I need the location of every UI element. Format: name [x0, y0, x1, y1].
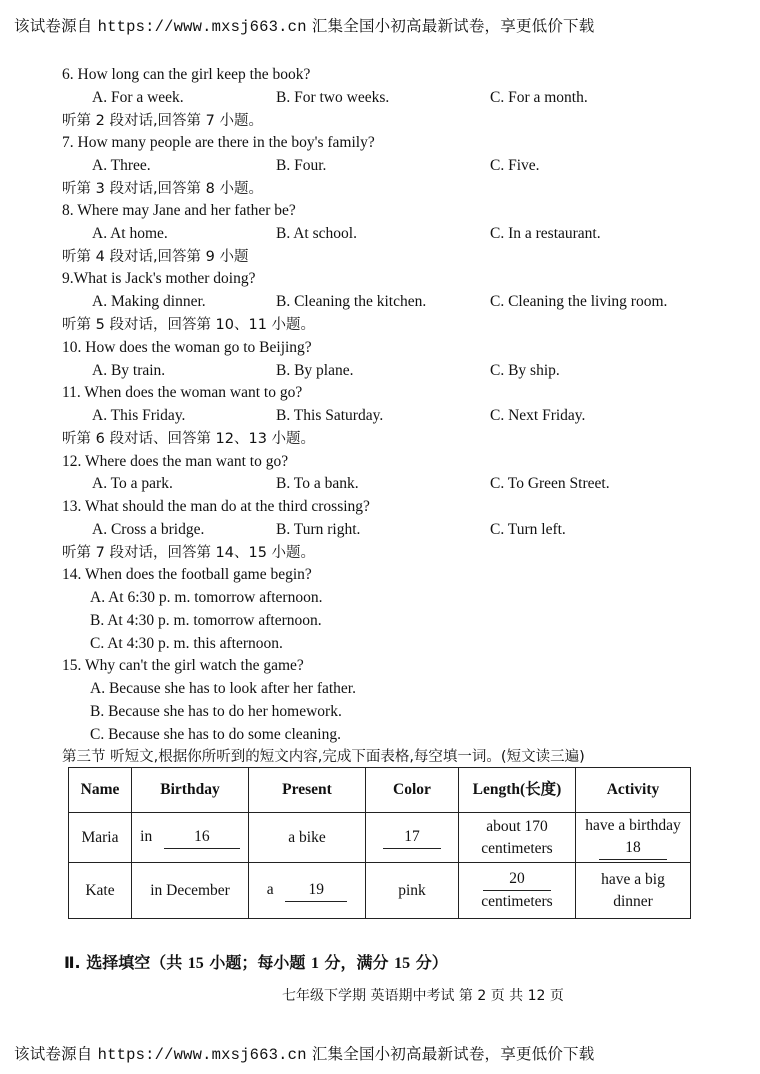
q15-option-a: A. Because she has to look after her father.	[90, 680, 356, 697]
cell-present: a bike	[249, 813, 366, 863]
question-10: 10. How does the woman go to Beijing?	[62, 339, 312, 356]
q12-option-c: C. To Green Street.	[490, 475, 610, 492]
question-11: 11. When does the woman want to go?	[62, 384, 303, 401]
cell-color	[366, 813, 459, 863]
q7-option-b: B. Four.	[276, 157, 327, 174]
q9-option-b: B. Cleaning the kitchen.	[276, 293, 427, 310]
table-header-row	[69, 768, 691, 813]
header-birthday: Birthday	[132, 768, 249, 813]
cell-birthday: in 16	[132, 813, 249, 863]
q7-option-c: C. Five.	[490, 157, 540, 174]
q8-option-a: A. At home.	[92, 225, 168, 242]
cell-name: Maria	[69, 813, 132, 863]
header-activity: Activity	[576, 768, 691, 813]
q13-option-c: C. Turn left.	[490, 521, 566, 538]
blank-19[interactable]: 19	[285, 879, 347, 902]
q6-option-a: A. For a week.	[92, 89, 184, 106]
question-7: 7. How many people are there in the boy's family?	[62, 134, 375, 151]
instruction-dialog-6: 听第 6 段对话、回答第 12、13 小题。	[62, 431, 316, 447]
question-14: 14. When does the football game begin?	[62, 566, 312, 583]
q8-option-c: C. In a restaurant.	[490, 225, 601, 242]
cell-birthday: in December	[132, 863, 249, 919]
instruction-dialog-4: 听第 4 段对话,回答第 9 小题	[62, 249, 249, 265]
blank-17[interactable]: 17	[383, 826, 441, 849]
q8-option-b: B. At school.	[276, 225, 357, 242]
instruction-dialog-7: 听第 7 段对话，回答第 14、15 小题。	[62, 545, 316, 561]
q14-option-b: B. At 4:30 p. m. tomorrow afternoon.	[90, 612, 322, 629]
blank-18[interactable]: 18	[599, 837, 667, 860]
q6-option-c: C. For a month.	[490, 89, 588, 106]
header-color: Color	[366, 768, 459, 813]
question-12: 12. Where does the man want to go?	[62, 453, 289, 470]
question-8: 8. Where may Jane and her father be?	[62, 202, 296, 219]
question-15: 15. Why can't the girl watch the game?	[62, 657, 304, 674]
table-row	[69, 863, 691, 919]
q14-option-c: C. At 4:30 p. m. this afternoon.	[90, 635, 283, 652]
answer-table	[68, 767, 691, 919]
q11-option-b: B. This Saturday.	[276, 407, 384, 424]
q13-option-a: A. Cross a bridge.	[92, 521, 205, 538]
q11-option-a: A. This Friday.	[92, 407, 186, 424]
table-row	[69, 813, 691, 863]
section-3-instruction: 第三节 听短文,根据你所听到的短文内容,完成下面表格,每空填一词。(短文读三遍)	[62, 749, 585, 765]
q6-option-b: B. For two weeks.	[276, 89, 390, 106]
instruction-dialog-2: 听第 2 段对话,回答第 7 小题。	[62, 113, 263, 129]
watermark-url[interactable]: https://www.mxsj663.cn	[97, 1046, 307, 1064]
cell-length: 20 centimeters	[459, 863, 576, 919]
q7-option-a: A. Three.	[92, 157, 151, 174]
q10-option-b: B. By plane.	[276, 362, 354, 379]
q10-option-c: C. By ship.	[490, 362, 560, 379]
q13-option-b: B. Turn right.	[276, 521, 361, 538]
page-footer: 七年级下学期 英语期中考试 第 2 页 共 12 页	[282, 988, 564, 1004]
cell-name: Kate	[69, 863, 132, 919]
header-present: Present	[249, 768, 366, 813]
cell-present: a 19	[249, 863, 366, 919]
question-6: 6. How long can the girl keep the book?	[62, 66, 311, 83]
q12-option-b: B. To a bank.	[276, 475, 359, 492]
blank-20[interactable]: 20	[483, 868, 551, 891]
part-2-heading: Ⅱ. 选择填空（共 15 小题；每小题 1 分，满分 15 分）	[64, 953, 448, 972]
q15-option-b: B. Because she has to do her homework.	[90, 703, 342, 720]
q10-option-a: A. By train.	[92, 362, 166, 379]
cell-length: about 170 centimeters	[459, 813, 576, 863]
blank-16[interactable]: 16	[164, 826, 240, 849]
q9-option-c: C. Cleaning the living room.	[490, 293, 668, 310]
watermark-url[interactable]: https://www.mxsj663.cn	[97, 18, 307, 36]
watermark-top: 该试卷源自 https://www.mxsj663.cn 汇集全国小初高最新试卷，享更低价下载	[14, 17, 595, 36]
cell-color: pink	[366, 863, 459, 919]
question-9: 9.What is Jack's mother doing?	[62, 270, 256, 287]
question-13: 13. What should the man do at the third crossing?	[62, 498, 370, 515]
q12-option-a: A. To a park.	[92, 475, 173, 492]
q11-option-c: C. Next Friday.	[490, 407, 586, 424]
header-length: Length(长度)	[459, 768, 576, 813]
q9-option-a: A. Making dinner.	[92, 293, 206, 310]
cell-activity: have a big dinner	[576, 863, 691, 919]
cell-activity: have a birthday 18	[576, 813, 691, 863]
watermark-bottom: 该试卷源自 https://www.mxsj663.cn 汇集全国小初高最新试卷，享更低价下载	[14, 1045, 595, 1064]
q14-option-a: A. At 6:30 p. m. tomorrow afternoon.	[90, 589, 323, 606]
q15-option-c: C. Because she has to do some cleaning.	[90, 726, 341, 743]
header-name: Name	[69, 768, 132, 813]
instruction-dialog-5: 听第 5 段对话，回答第 10、11 小题。	[62, 317, 316, 333]
instruction-dialog-3: 听第 3 段对话,回答第 8 小题。	[62, 181, 263, 197]
